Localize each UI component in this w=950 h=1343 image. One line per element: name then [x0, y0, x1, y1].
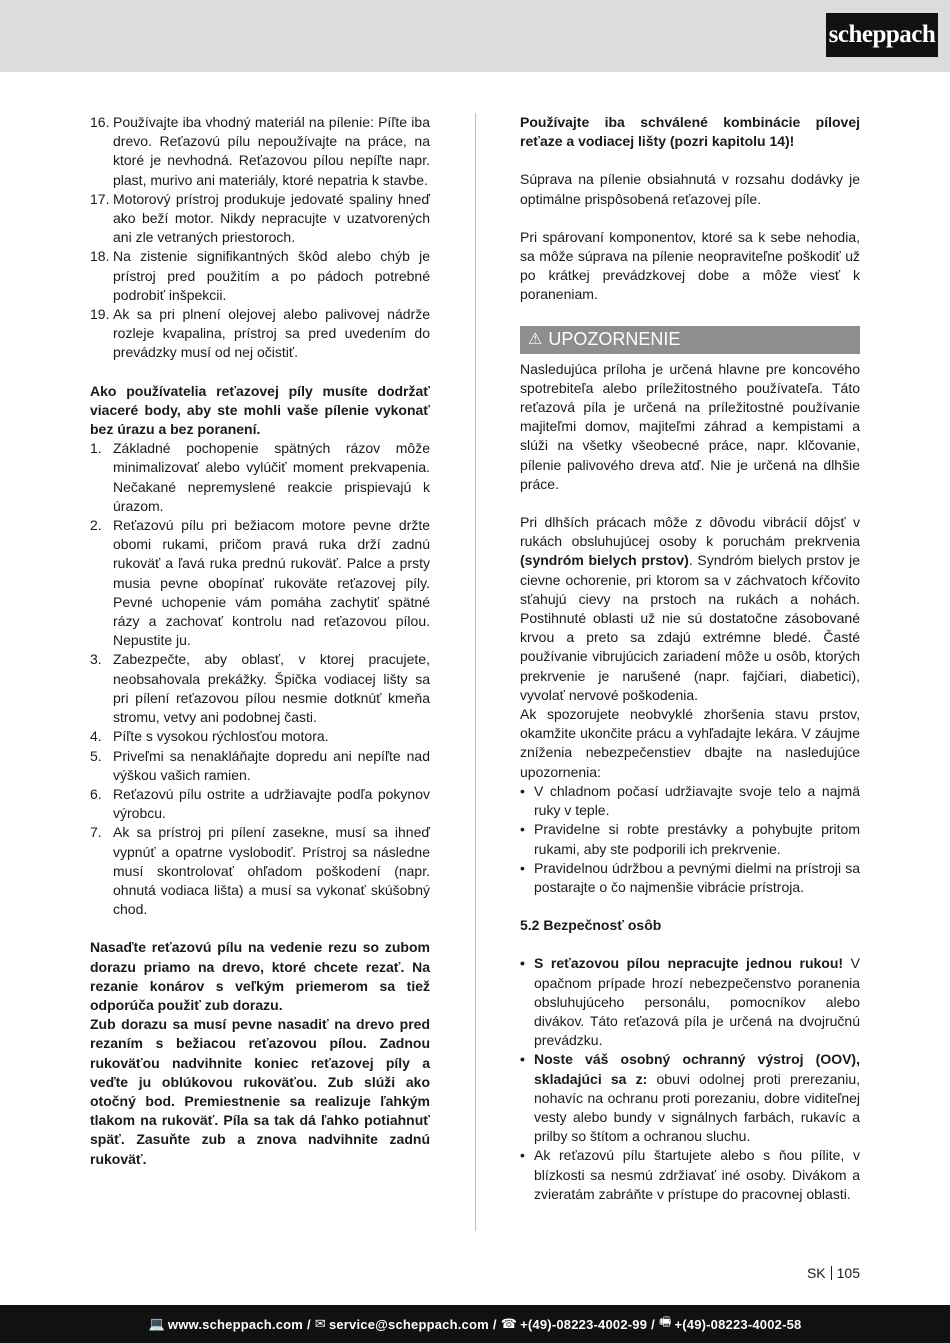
section-heading: 5.2 Bezpečnosť osôb: [520, 917, 662, 934]
footer-bar: 💻 www.scheppach.com / ✉ service@scheppach.com / ☎ +(49)-08223-4002-99 / 🖷 +(49)-08223-4002-58: [0, 1305, 950, 1343]
list-item-5: 5. Priveľmi sa nenakláňajte dopredu ani nepíľte nad výškou vašich ramien.: [90, 747, 430, 783]
left-column: [90, 113, 430, 1169]
safety-item-one-hand: • S reťazovou pílou nepracujte jednou rukou! V opačnom prípade hrozí nebezpečenstvo poranenia obsluhujúceho personálu, pomocníkov alebo divákov. Táto reťazová píla je určená na dvojručnú prevádzku.: [520, 955, 860, 1049]
paragraph-mismatch: Pri spárovaní komponentov, ktoré sa k sebe nehodia, sa môže súprava na pílenie neopraviteľne poškodiť už po krátkej prevádzkovej dobe a môže viesť k poraneniam.: [520, 228, 860, 303]
list-item-19: 19. Ak sa pri plnení olejovej alebo palivovej nádrže rozleje kvapalina, prístroj sa pred uvedením do prevádzky musí od nej očistiť.: [90, 306, 430, 361]
footer-phone: +(49)-08223-4002-99: [520, 1316, 648, 1332]
fax-icon: 🖷: [658, 1314, 672, 1329]
footer-email[interactable]: service@scheppach.com: [328, 1316, 489, 1332]
footer-fax: +(49)-08223-4002-58: [674, 1316, 802, 1332]
page-number-value: 105: [836, 1265, 860, 1281]
list-item-16: 16. Používajte iba vhodný materiál na pílenie: Píľte iba drevo. Reťazovú pílu nepoužívajte na práce, na ktoré je nevhodná. Reťazovou pílou nepíľte napr. plast, murivo ani materiály, ktoré nepatria k stavbe.: [90, 114, 430, 188]
list-item-7: 7. Ak sa prístroj pri pílení zasekne, musí sa ihneď vypnúť a opatrne vyslobodiť. Prístroj sa následne musí skontrolovať ohľadom poškodení (napr. ohnutá vodiaca lišta) a musí sa vykonať skúšobný chod.: [90, 824, 430, 918]
email-icon: ✉: [314, 1316, 326, 1331]
paragraph-finger-symptoms: Ak spozorujete neobvyklé zhoršenia stavu prstov, okamžite ukončite prácu a vyhľadajte lekára. V záujme zníženia nebezpečenstiev dbajte na nasledujúce upozornenia:: [520, 706, 860, 780]
list-item-1: 1. Základné pochopenie spätných rázov môže minimalizovať alebo vylúčiť moment prekvapenia. Nečakané nepremyslené reakcie prispievajú k úrazom.: [90, 440, 430, 514]
safety-item-bystanders: • Ak reťazovú pílu štartujete alebo s ňou pílite, v blízkosti sa nesmú zdržiavať iné osoby. Divákom a zvieratám zabráňte v prístupe do pracovnej oblasti.: [520, 1147, 860, 1202]
page-number: [790, 1265, 860, 1281]
bold-paragraph-stop-tooth-usage: Zub dorazu sa musí pevne nasadiť na drevo pred rezaním s bežiacou reťazovou pílou. Zadnou rukoväťou nadvihnite koniec reťazovej píly a veďte ju oblúkovou rukoväťou. Zub slúži ako otočný bod. Premiestnenie sa realizuje ľahkým tlakom na rukoväť. Píla sa tak dá ľahko potiahnuť späť. Zasuňte zub a znova nadvihnite zadnú rukoväť.: [90, 1016, 430, 1167]
bullet-item: • Pravidelne si robte prestávky a pohybujte pritom rukami, aby ste podporili ich prekrvenie.: [520, 821, 860, 857]
bold-paragraph-approved-combos: Používajte iba schválené kombinácie pílovej reťaze a vodiacej lišty (pozri kapitolu 14)!: [520, 114, 860, 150]
footer-website[interactable]: www.scheppach.com: [167, 1316, 304, 1332]
right-column: [520, 113, 860, 1204]
paragraph-saw-set: Súprava na pílenie obsiahnutá v rozsahu dodávky je optimálne prispôsobená reťazovej píle.: [520, 171, 860, 207]
safety-bullet-list: [520, 954, 860, 1204]
list-item-18: 18. Na zistenie signifikantných škôd alebo chýb je prístroj pred použitím a po pádoch potrebné podrobiť inšpekcii.: [90, 248, 430, 303]
brand-logo: [826, 13, 938, 57]
page-language: SK: [806, 1265, 826, 1281]
column-divider: [475, 113, 476, 1231]
bullet-item: • V chladnom počasí udržiavajte svoje telo a najmä ruky v teple.: [520, 782, 860, 819]
list-item-3: 3. Zabezpečte, aby oblasť, v ktorej pracujete, neobsahovala prekážky. Špička vodiacej lišty sa pri pílení reťazovou pílou nesmie dotknúť kmeňa stromu, vetvy ani podobnej časti.: [90, 651, 430, 726]
warning-title: UPOZORNENIE: [548, 329, 681, 350]
list-item-17: 17. Motorový prístroj produkuje jedovaté spaliny hneď ako beží motor. Nikdy nepracujte v uzatvorených ani zle vetraných priestoroch.: [90, 190, 430, 246]
brand-logo-text: scheppach: [828, 21, 936, 48]
vibration-bullet-list: [520, 782, 860, 897]
paragraph-vibration: Pri dlhších prácach môže z dôvodu vibrácií dôjsť v rukách obsluhujúcej osoby k poruchám prekrvenia (syndróm bielych prstov). Syndróm bielych prstov je cievne ochorenie, pri ktorom sa v záchvatoch kŕčovito sťahujú cievy na prstoch na rukách a nohách. Postihnuté oblasti už nie sú dostatočne zásobované krvou a preto sa zdajú extrémne bledé. Časté používanie vibrujúcich zariadení môže u osôb, ktorých prekrvenie je narušené (napr. fajčiari, diabetici), vyvolať nervové poškodenia.: [520, 514, 860, 703]
bullet-item: • Pravidelnou údržbou a pevnými dielmi na prístroji sa postarajte o čo najmenšie vibrácie prístroja.: [520, 859, 860, 895]
numbered-list-16-19: [90, 113, 430, 363]
header-bar: [0, 0, 950, 72]
list-item-4: 4. Píľte s vysokou rýchlosťou motora.: [90, 728, 329, 745]
list-item-6: 6. Reťazovú pílu ostrite a udržiavajte podľa pokynov výrobcu.: [90, 785, 430, 822]
paragraph-intended-use: Nasledujúca príloha je určená hlavne pre koncového spotrebiteľa alebo príležitostného používateľa. Táto reťazová píla je určená na príležitostné používanie majiteľmi domov, majiteľmi záhrad a kempistami a slúži na všetky všeobecné práce, napr. klčovanie, pílenie palivového dreva atď. Nie je určená na dlhšie práce.: [520, 360, 860, 492]
warning-triangle-icon: ⚠: [528, 331, 543, 349]
list-item-2: 2. Reťazovú pílu pri bežiacom motore pevne držte obomi rukami, pričom pravá ruka drží zadnú rukoväť a ľavá ruka prednú rukoväť. Palce a prsty musia pevne obopínať rukoväte reťazovej píly. Pevné uchopenie vám pomáha zachytiť spätné rázy a zachovať kontrolu nad reťazovou pílou. Nepustite ju.: [90, 517, 430, 649]
computer-icon: 💻: [148, 1316, 165, 1331]
bold-paragraph-stop-tooth: Nasaďte reťazovú pílu na vedenie rezu so zubom dorazu priamo na drevo, ktoré chcete rezať. Na rezanie konárov s veľkým priemerom sa tiež odporúča použiť zub dorazu.: [90, 939, 430, 1013]
phone-icon: ☎: [500, 1316, 518, 1331]
bold-intro: Ako používatelia reťazovej píly musíte dodržať viaceré body, aby ste mohli vaše pílenie vykonať bez úrazu a bez poranení.: [90, 382, 430, 438]
numbered-list-1-7: [90, 439, 430, 919]
safety-item-ppe: • Noste váš osobný ochranný výstroj (OOV), skladajúci sa z: obuvi odolnej proti prerezaniu, nohavíc na ochranu proti porezaniu, dobre viditeľnej vesty alebo bundy v signálnych farbách, rukavíc a prilby so štítom a ochranou sluchu.: [520, 1051, 860, 1145]
warning-banner: [520, 326, 860, 354]
